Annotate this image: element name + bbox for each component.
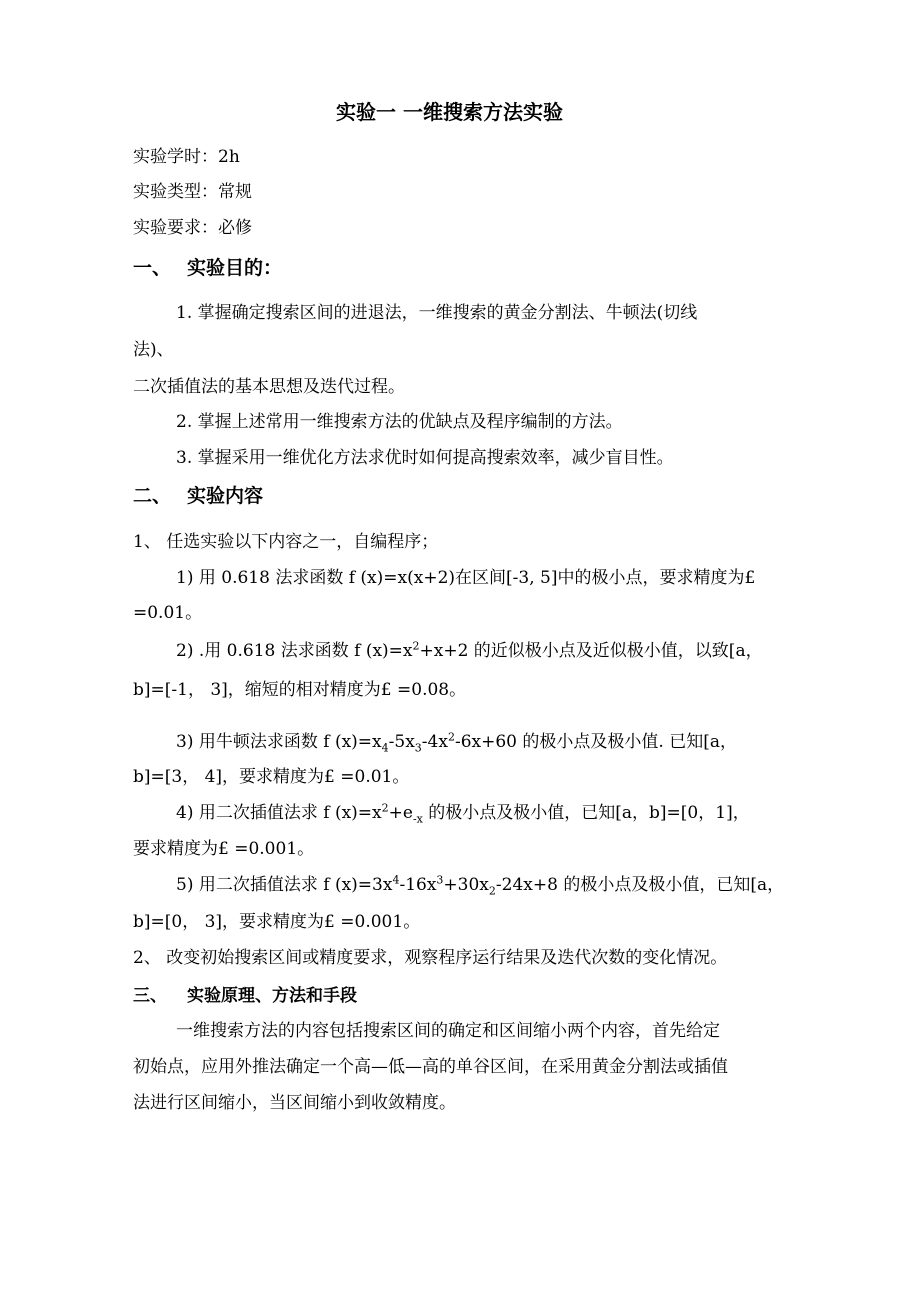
problem-2-text-a: 2) .用 0.618 法求函数 f (x)=x [176,641,413,661]
objective-1-line-3: 二次插值法的基本思想及迭代过程。 [133,377,405,397]
principle-line-1: 一维搜索方法的内容包括搜索区间的确定和区间缩小两个内容，首先给定 [176,1021,720,1041]
section-3-heading [133,985,357,1007]
section-3-title: 实验原理、方法和手段 [187,986,357,1006]
objective-1-line-2: 法)、 [133,340,174,360]
task-2: 2、 改变初始搜索区间或精度要求，观察程序运行结果及迭代次数的变化情况。 [133,948,728,968]
problem-5-exp-2: 3 [436,873,444,887]
principle-line-2: 初始点，应用外推法确定一个高—低—高的单谷区间，在采用黄金分割法或插值 [133,1057,728,1077]
problem-5-line-1 [176,874,784,896]
problem-2-exponent: 2 [412,639,420,653]
problem-3-text-c: -4x [421,732,448,752]
section-1-number: 一、 [133,257,172,279]
objective-2: 2. 掌握上述常用一维搜索方法的优缺点及程序编制的方法。 [176,412,623,432]
problem-3-line-1 [176,731,737,753]
problem-4-text-a: 4) 用二次插值法求 f (x)=x [176,803,382,823]
objective-1-line-1: 1. 掌握确定搜索区间的进退法，一维搜索的黄金分割法、牛顿法(切线 [176,303,698,323]
problem-5-text-a: 5) 用二次插值法求 f (x)=3x [176,875,393,895]
problem-5-text-c: +30x [443,875,489,895]
problem-4-exp-1: 2 [381,801,389,815]
problem-3-text-a: 3) 用牛顿法求函数 f (x)=x [176,732,382,752]
problem-5-exp-3: 2 [488,884,496,898]
meta-hours: 实验学时：2h [133,147,240,167]
page-title: 实验一 一维搜索方法实验 [336,100,563,124]
problem-3-exp-2: 3 [414,741,422,755]
problem-4-line-1 [176,802,750,824]
objective-3: 3. 掌握采用一维优化方法求优时如何提高搜索效率，减少盲目性。 [176,448,674,468]
problem-2-line-2: b]=[-1， 3]，缩短的相对精度为£ =0.08。 [133,680,467,700]
problem-3-exp-3: 2 [447,730,455,744]
problem-1-line-2: =0.01。 [133,603,203,623]
section-1-title: 实验目的： [187,257,283,279]
problem-5-exp-1: 4 [392,873,400,887]
problem-5-text-b: -16x [399,875,437,895]
problem-3-text-d: -6x+60 的极小点及极小值. 已知[a， [454,732,737,752]
section-2-heading [133,485,263,507]
section-2-title: 实验内容 [187,485,264,507]
problem-3-line-2: b]=[3， 4]，要求精度为£ =0.01。 [133,767,410,787]
problem-4-text-b: +e [388,803,413,823]
problem-4-line-2: 要求精度为£ =0.001。 [133,839,315,859]
problem-2-line-1 [176,640,763,662]
problem-4-exp-2: -x [412,812,423,826]
section-1-heading [133,257,282,279]
problem-3-exp-1: 4 [381,741,389,755]
meta-type: 实验类型：常规 [133,182,252,202]
problem-3-text-b: -5x [388,732,415,752]
problem-5-line-2: b]=[0， 3]，要求精度为£ =0.001。 [133,912,421,932]
problem-1-line-1: 1) 用 0.618 法求函数 f (x)=x(x+2)在区间[-3, 5]中的极小点，要求精度为£ [176,568,756,588]
section-2-number: 二、 [133,485,172,507]
problem-5-text-d: -24x+8 的极小点及极小值，已知[a， [495,875,785,895]
section-3-number: 三、 [133,986,167,1006]
meta-requirement: 实验要求：必修 [133,218,252,238]
problem-4-text-c: 的极小点及极小值，已知[a，b]=[0，1]， [422,803,750,823]
principle-line-3: 法进行区间缩小，当区间缩小到收敛精度。 [133,1093,456,1113]
task-1: 1、 任选实验以下内容之一，自编程序； [133,532,439,552]
problem-2-text-b: +x+2 的近似极小点及近似极小值，以致[a， [419,641,763,661]
